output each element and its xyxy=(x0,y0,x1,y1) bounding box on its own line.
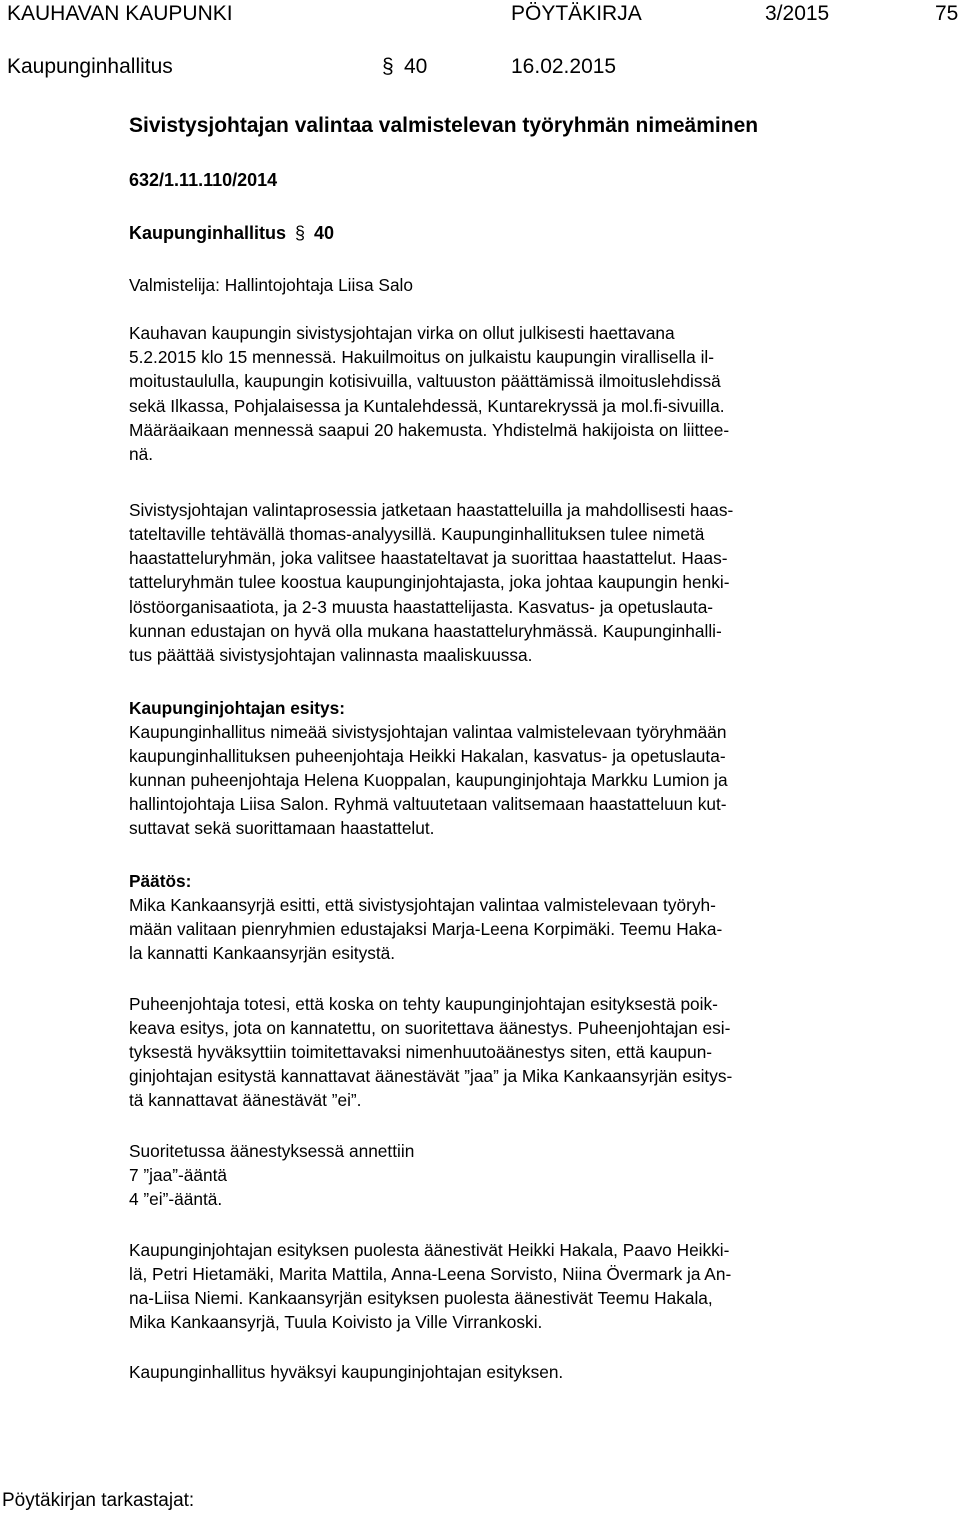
meeting-body: Kaupunginhallitus xyxy=(129,223,286,243)
text-line: keava esitys, jota on kannatettu, on suoritettava äänestys. Puheenjohtajan esi- xyxy=(129,1018,731,1038)
text-line: la kannatti Kankaansyrjän esitystä. xyxy=(129,943,396,963)
text-line: na-Liisa Niemi. Kankaansyrjän esityksen puolesta äänestivät Teemu Hakala, xyxy=(129,1288,713,1308)
header-date: 16.02.2015 xyxy=(511,55,617,78)
text-line: tus päättää sivistysjohtajan valinnasta maaliskuussa. xyxy=(129,645,533,665)
text-line: 5.2.2015 klo 15 mennessä. Hakuilmoitus on julkaistu kaupungin virallisella il- xyxy=(129,347,714,367)
text-line: Määräaikaan mennessä saapui 20 hakemusta. Yhdistelmä hakijoista on liittee- xyxy=(129,420,730,440)
page-title: Sivistysjohtajan valintaa valmistelevan työryhmän nimeäminen xyxy=(129,114,759,137)
text-line: tateltaville tehtävällä thomas-analyysillä. Kaupunginhallituksen tulee nimetä xyxy=(129,524,705,544)
meeting-reference xyxy=(129,223,334,244)
header-doc-number: 3/2015 xyxy=(765,2,830,25)
decision-heading: Päätös: xyxy=(129,871,192,891)
text-line: Kauhavan kaupungin sivistysjohtajan virka on ollut julkisesti haettavana xyxy=(129,323,675,343)
text-line: ginjohtajan esitystä kannattavat äänestävät ”jaa” ja Mika Kankaansyrjän esitys- xyxy=(129,1066,733,1086)
text-line: Suoritetussa äänestyksessä annettiin xyxy=(129,1141,415,1161)
header-doc-type: PÖYTÄKIRJA xyxy=(511,2,642,25)
text-line: haastatteluryhmän, joka valitsee haastateltavat ja suorittaa haastattelut. Haas- xyxy=(129,548,728,568)
meeting-section: 40 xyxy=(314,223,335,243)
text-line: Kaupunginjohtajan esityksen puolesta äänestivät Heikki Hakala, Paavo Heikki- xyxy=(129,1240,730,1260)
text-line: Mika Kankaansyrjä, Tuula Koivisto ja Ville Virrankoski. xyxy=(129,1312,543,1332)
text-line: hallintojohtaja Liisa Salon. Ryhmä valtuutetaan valitsemaan haastatteluun kut- xyxy=(129,794,727,814)
header-body: Kaupunginhallitus xyxy=(7,55,173,78)
section-sign-icon: § xyxy=(382,55,394,78)
text-line: kunnan edustajan on hyvä olla mukana haastatteluryhmässä. Kaupunginhalli- xyxy=(129,621,722,641)
text-line: kaupunginhallituksen puheenjohtaja Heikki Hakalan, kasvatus- ja opetuslauta- xyxy=(129,746,726,766)
text-line: sekä Ilkassa, Pohjalaisessa ja Kuntalehdessä, Kuntarekryssä ja mol.fi-sivuilla. xyxy=(129,396,725,416)
header-section: 40 xyxy=(404,55,428,78)
case-reference: 632/1.11.110/2014 xyxy=(129,170,278,190)
text-line: suttavat sekä suorittamaan haastattelut. xyxy=(129,818,435,838)
text-line: kunnan puheenjohtaja Helena Kuoppalan, kaupunginjohtaja Markku Lumion ja xyxy=(129,770,728,790)
text-line: mään valitaan pienryhmien edustajaksi Marja-Leena Korpimäki. Teemu Haka- xyxy=(129,919,723,939)
footer-reviewers-label: Pöytäkirjan tarkastajat: xyxy=(2,1490,195,1511)
vote-yes-count: 7 ”jaa”-ääntä xyxy=(129,1165,227,1185)
text-line: tyksestä hyväksyttiin toimitettavaksi nimenhuutoäänestys siten, että kaupun- xyxy=(129,1042,713,1062)
text-line: nä. xyxy=(129,444,154,464)
text-line: tatteluryhmän tulee koostua kaupunginjohtajasta, joka johtaa kaupungin henki- xyxy=(129,572,730,592)
text-line: Mika Kankaansyrjä esitti, että sivistysjohtajan valintaa valmistelevaan työryh- xyxy=(129,895,716,915)
preparer-line: Valmistelija: Hallintojohtaja Liisa Salo xyxy=(129,275,414,295)
text-line: löstöorganisaatiota, ja 2-3 muusta haastattelijasta. Kasvatus- ja opetuslauta- xyxy=(129,597,714,617)
text-line: lä, Petri Hietamäki, Marita Mattila, Anna-Leena Sorvisto, Niina Övermark ja An- xyxy=(129,1264,732,1284)
text-line: Kaupunginhallitus nimeää sivistysjohtajan valintaa valmistelevaan työryhmään xyxy=(129,722,727,742)
vote-no-count: 4 ”ei”-ääntä. xyxy=(129,1189,223,1209)
text-line: Sivistysjohtajan valintaprosessia jatketaan haastatteluilla ja mahdollisesti haas- xyxy=(129,500,734,520)
text-line: tä kannattavat äänestävät ”ei”. xyxy=(129,1090,362,1110)
text-line: Puheenjohtaja totesi, että koska on tehty kaupunginjohtajan esityksestä poik- xyxy=(129,994,718,1014)
final-decision: Kaupunginhallitus hyväksyi kaupunginjohtajan esityksen. xyxy=(129,1362,564,1382)
header-org: KAUHAVAN KAUPUNKI xyxy=(7,2,233,25)
section-sign-icon: § xyxy=(295,223,306,243)
header-page-number: 75 xyxy=(935,2,959,25)
proposal-heading: Kaupunginjohtajan esitys: xyxy=(129,698,346,718)
text-line: moitustaululla, kaupungin kotisivuilla, valtuuston päättämissä ilmoituslehdissä xyxy=(129,371,721,391)
